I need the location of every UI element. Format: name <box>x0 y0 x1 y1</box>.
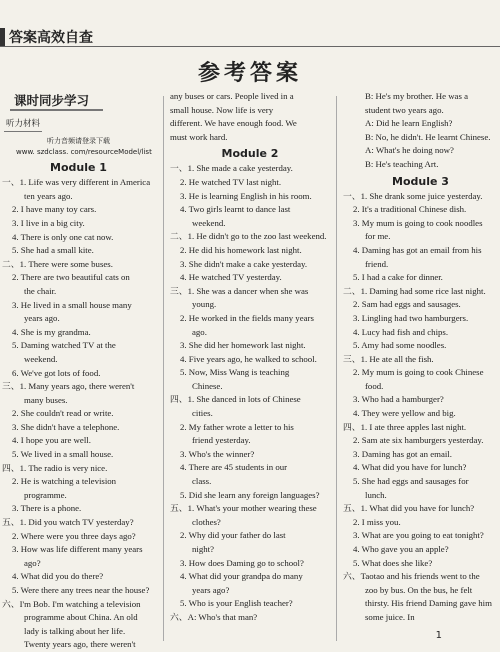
module-heading: Module 2 <box>221 147 279 161</box>
answer-line: 2. He watched TV last night. <box>180 176 282 187</box>
answer-list <box>2 176 155 652</box>
section-header <box>0 26 150 48</box>
answer-line: 2. My father wrote a letter to his <box>180 421 294 432</box>
answer-line: 2. It's a traditional Chinese dish. <box>353 204 467 215</box>
answer-line: 四、1. I ate three apples last night. <box>343 421 467 432</box>
answer-line: 5. I had a cake for dinner. <box>353 272 443 283</box>
answer-line: lady is talking about her life. <box>24 625 126 636</box>
answer-line: 5. She had a small kite. <box>12 245 94 256</box>
column-divider <box>336 96 337 641</box>
answer-line: years ago? <box>192 584 230 595</box>
answer-line: 2. She couldn't read or write. <box>12 408 114 419</box>
answer-line: 六、Taotao and his friends went to the <box>343 571 480 582</box>
answer-line: 5. She had eggs and sausages for <box>353 476 469 487</box>
answer-line: 六、I'm Bob. I'm watching a television <box>2 598 141 609</box>
answer-line: 3. How was life different many years <box>12 544 143 555</box>
answer-list <box>343 190 498 625</box>
answer-line: 2. He worked in the fields many years <box>180 312 314 323</box>
answer-line: clothes? <box>192 516 221 527</box>
answer-list <box>170 90 330 144</box>
answer-line: 4. She is my grandma. <box>12 326 91 337</box>
answer-line: 一、1. She drank some juice yesterday. <box>343 190 483 201</box>
answer-line: 4. What did you have for lunch? <box>353 462 467 473</box>
answer-line: 3. She didn't make a cake yesterday. <box>180 258 308 269</box>
answer-line: 4. Daming has got an email from his <box>353 244 482 255</box>
answer-line: 2. Sam ate six hamburgers yesterday. <box>353 435 484 446</box>
answer-line: 3. Lingling had two hamburgers. <box>353 312 469 323</box>
answer-line: 2. He is watching a television programme. <box>12 476 117 500</box>
listening-banner: 听力材料 <box>4 118 42 133</box>
answer-line: 4. They were yellow and big. <box>353 408 456 419</box>
answer-line: 3. He lived in a small house many <box>12 299 132 310</box>
answer-line: B: He's teaching Art. <box>365 158 439 169</box>
answer-line: Chinese. <box>192 380 223 391</box>
answer-list <box>170 162 330 624</box>
answer-line: 2. Sam had eggs and sausages. <box>353 299 461 310</box>
answer-line: 6. We've got lots of food. <box>12 367 101 378</box>
answer-line: 2. Why did your father do last <box>180 530 286 541</box>
answer-line: 三、1. She was a dancer when she was <box>170 285 309 296</box>
column-1 <box>2 90 155 652</box>
answer-line: B: No, he didn't. He learnt Chinese. <box>365 131 491 142</box>
answer-line: student two years ago. <box>365 104 444 115</box>
answer-line: 二、1. There were some buses. <box>2 258 113 269</box>
answer-line: 4. He watched TV yesterday. <box>180 272 282 283</box>
answer-line: 5. Did she learn any foreign languages? <box>180 489 320 500</box>
answer-line: 五、1. Did you watch TV yesterday? <box>2 517 134 528</box>
answer-line: 3. There is a phone. <box>12 503 82 514</box>
answer-line: weekend. <box>24 353 58 364</box>
answer-line: night? <box>192 544 214 554</box>
answer-line: 4. What did you do there? <box>12 571 104 582</box>
answer-line: 五、1. What's your mother wearing these <box>170 503 317 514</box>
page-number: 1 <box>435 630 442 641</box>
answer-line: 2. I have many toy cars. <box>12 204 97 215</box>
answer-line: 一、1. She made a cake yesterday. <box>170 163 293 174</box>
answer-line: 二、1. Daming had some rice last night. <box>343 285 486 296</box>
answer-line: different. We have enough food. We <box>170 118 297 129</box>
answer-line: 5. Daming watched TV at the <box>12 340 116 351</box>
answer-line: 2. I miss you. <box>353 516 401 527</box>
download-note: 听力音频请登录下载 <box>47 137 110 146</box>
module-heading: Module 3 <box>392 174 449 188</box>
header-marker <box>0 28 5 46</box>
header-rule <box>0 46 500 47</box>
answer-line: 4. I hope you are well. <box>12 435 91 446</box>
resource-url[interactable]: www. szdclass. com/resourceModel/list <box>16 148 152 157</box>
answer-line: 3. Who had a hamburger? <box>353 394 444 405</box>
answer-line: friend yesterday. <box>192 435 251 446</box>
answer-line: 3. She didn't have a telephone. <box>12 421 120 432</box>
answer-line: B: He's my brother. He was a <box>365 91 468 101</box>
answer-line: zoo by bus. On the bus, he felt <box>365 584 473 595</box>
answer-line: small house. Now life is very <box>170 104 274 115</box>
answer-line: Twenty years ago, there weren't <box>24 639 136 650</box>
answer-line: young. <box>192 299 217 310</box>
answer-line: 4. There is only one cat now. <box>12 231 114 242</box>
answer-line: 2. Where were you three days ago? <box>12 530 136 541</box>
answer-line: 5. Who is your English teacher? <box>180 598 293 609</box>
section-banner: 课时同步学习 <box>10 94 93 108</box>
answer-line: years ago. <box>24 313 60 324</box>
answer-line: 四、1. The radio is very nice. <box>2 462 108 473</box>
answer-line: 5. What does she like? <box>353 557 433 568</box>
answer-line: 一、1. Life was very different in America <box>2 177 151 188</box>
answer-line: 4. Five years ago, he walked to school. <box>180 353 317 364</box>
answer-line: 5. Were there any trees near the house? <box>12 585 150 595</box>
answer-line: A: What's he doing now? <box>365 145 454 156</box>
answer-line: 3. How does Daming go to school? <box>180 557 304 568</box>
answer-line: 4. There are 45 students in our <box>180 462 288 473</box>
answer-line: 4. Lucy had fish and chips. <box>353 326 449 337</box>
answer-line: 3. Daming has got an email. <box>353 448 452 459</box>
answer-line: friend. <box>365 258 389 269</box>
answer-line: 3. My mum is going to cook noodles <box>353 217 483 228</box>
answer-line: 3. She did her homework last night. <box>180 340 306 351</box>
module-heading: Module 1 <box>50 161 107 175</box>
answer-line: 3. He is learning English in his room. <box>180 190 312 201</box>
answer-line: 5. Now, Miss Wang is teaching <box>180 367 290 378</box>
answer-line: some juice. In <box>365 611 415 622</box>
answer-line: programme about China. An old <box>24 612 138 623</box>
answer-line: the chair. <box>24 285 57 296</box>
page-title: 参考答案 <box>197 61 302 86</box>
answer-line: weekend. <box>192 217 226 228</box>
answer-line: 四、1. She danced in lots of Chinese <box>170 394 301 405</box>
answer-line: 3. I live in a big city. <box>12 217 85 228</box>
column-3 <box>343 90 498 625</box>
answer-line: 二、1. He didn't go to the zoo last weekend. <box>170 231 327 242</box>
answer-line: 三、1. Many years ago, there weren't <box>2 381 135 392</box>
answer-line: 2. He did his homework last night. <box>180 244 302 255</box>
answer-line: cities. <box>192 408 213 419</box>
answer-line: 五、1. What did you have for lunch? <box>343 503 475 514</box>
answer-line: ten years ago. <box>24 190 73 201</box>
answer-line: 3. Who's the winner? <box>180 448 255 459</box>
answer-line: ago. <box>192 326 207 337</box>
answer-line: 4. Who gave you an apple? <box>353 544 449 554</box>
column-2 <box>170 90 330 625</box>
answer-line: 5. We lived in a small house. <box>12 449 114 460</box>
answer-line: must work hard. <box>170 131 228 142</box>
answer-line: thirsty. His friend Daming gave him <box>365 598 492 609</box>
answer-line: 5. Amy had some noodles. <box>353 340 447 351</box>
answer-line: many buses. <box>24 394 68 405</box>
answer-list <box>343 90 498 172</box>
answer-line: for me. <box>365 231 391 242</box>
answer-line: class. <box>192 476 212 487</box>
answer-line: lunch. <box>365 489 387 500</box>
column-divider <box>163 96 164 641</box>
answer-line: 4. What did your grandpa do many <box>180 571 303 582</box>
answer-line: ago? <box>24 557 41 568</box>
answer-line: 2. My mum is going to cook Chinese <box>353 367 484 378</box>
answer-line: 六、A: Who's that man? <box>170 611 258 622</box>
answer-line: 2. There are two beautiful cats on <box>12 272 130 283</box>
answer-line: 4. Two girls learnt to dance last <box>180 204 291 215</box>
header-title: 答案高效自查 <box>9 30 93 46</box>
answer-line: A: Did he learn English? <box>365 118 453 129</box>
answer-line: food. <box>365 380 384 391</box>
answer-line: 3. What are you going to eat tonight? <box>353 530 484 541</box>
answer-line: any buses or cars. People lived in a <box>170 91 294 101</box>
answer-line: 三、1. He ate all the fish. <box>343 353 434 364</box>
